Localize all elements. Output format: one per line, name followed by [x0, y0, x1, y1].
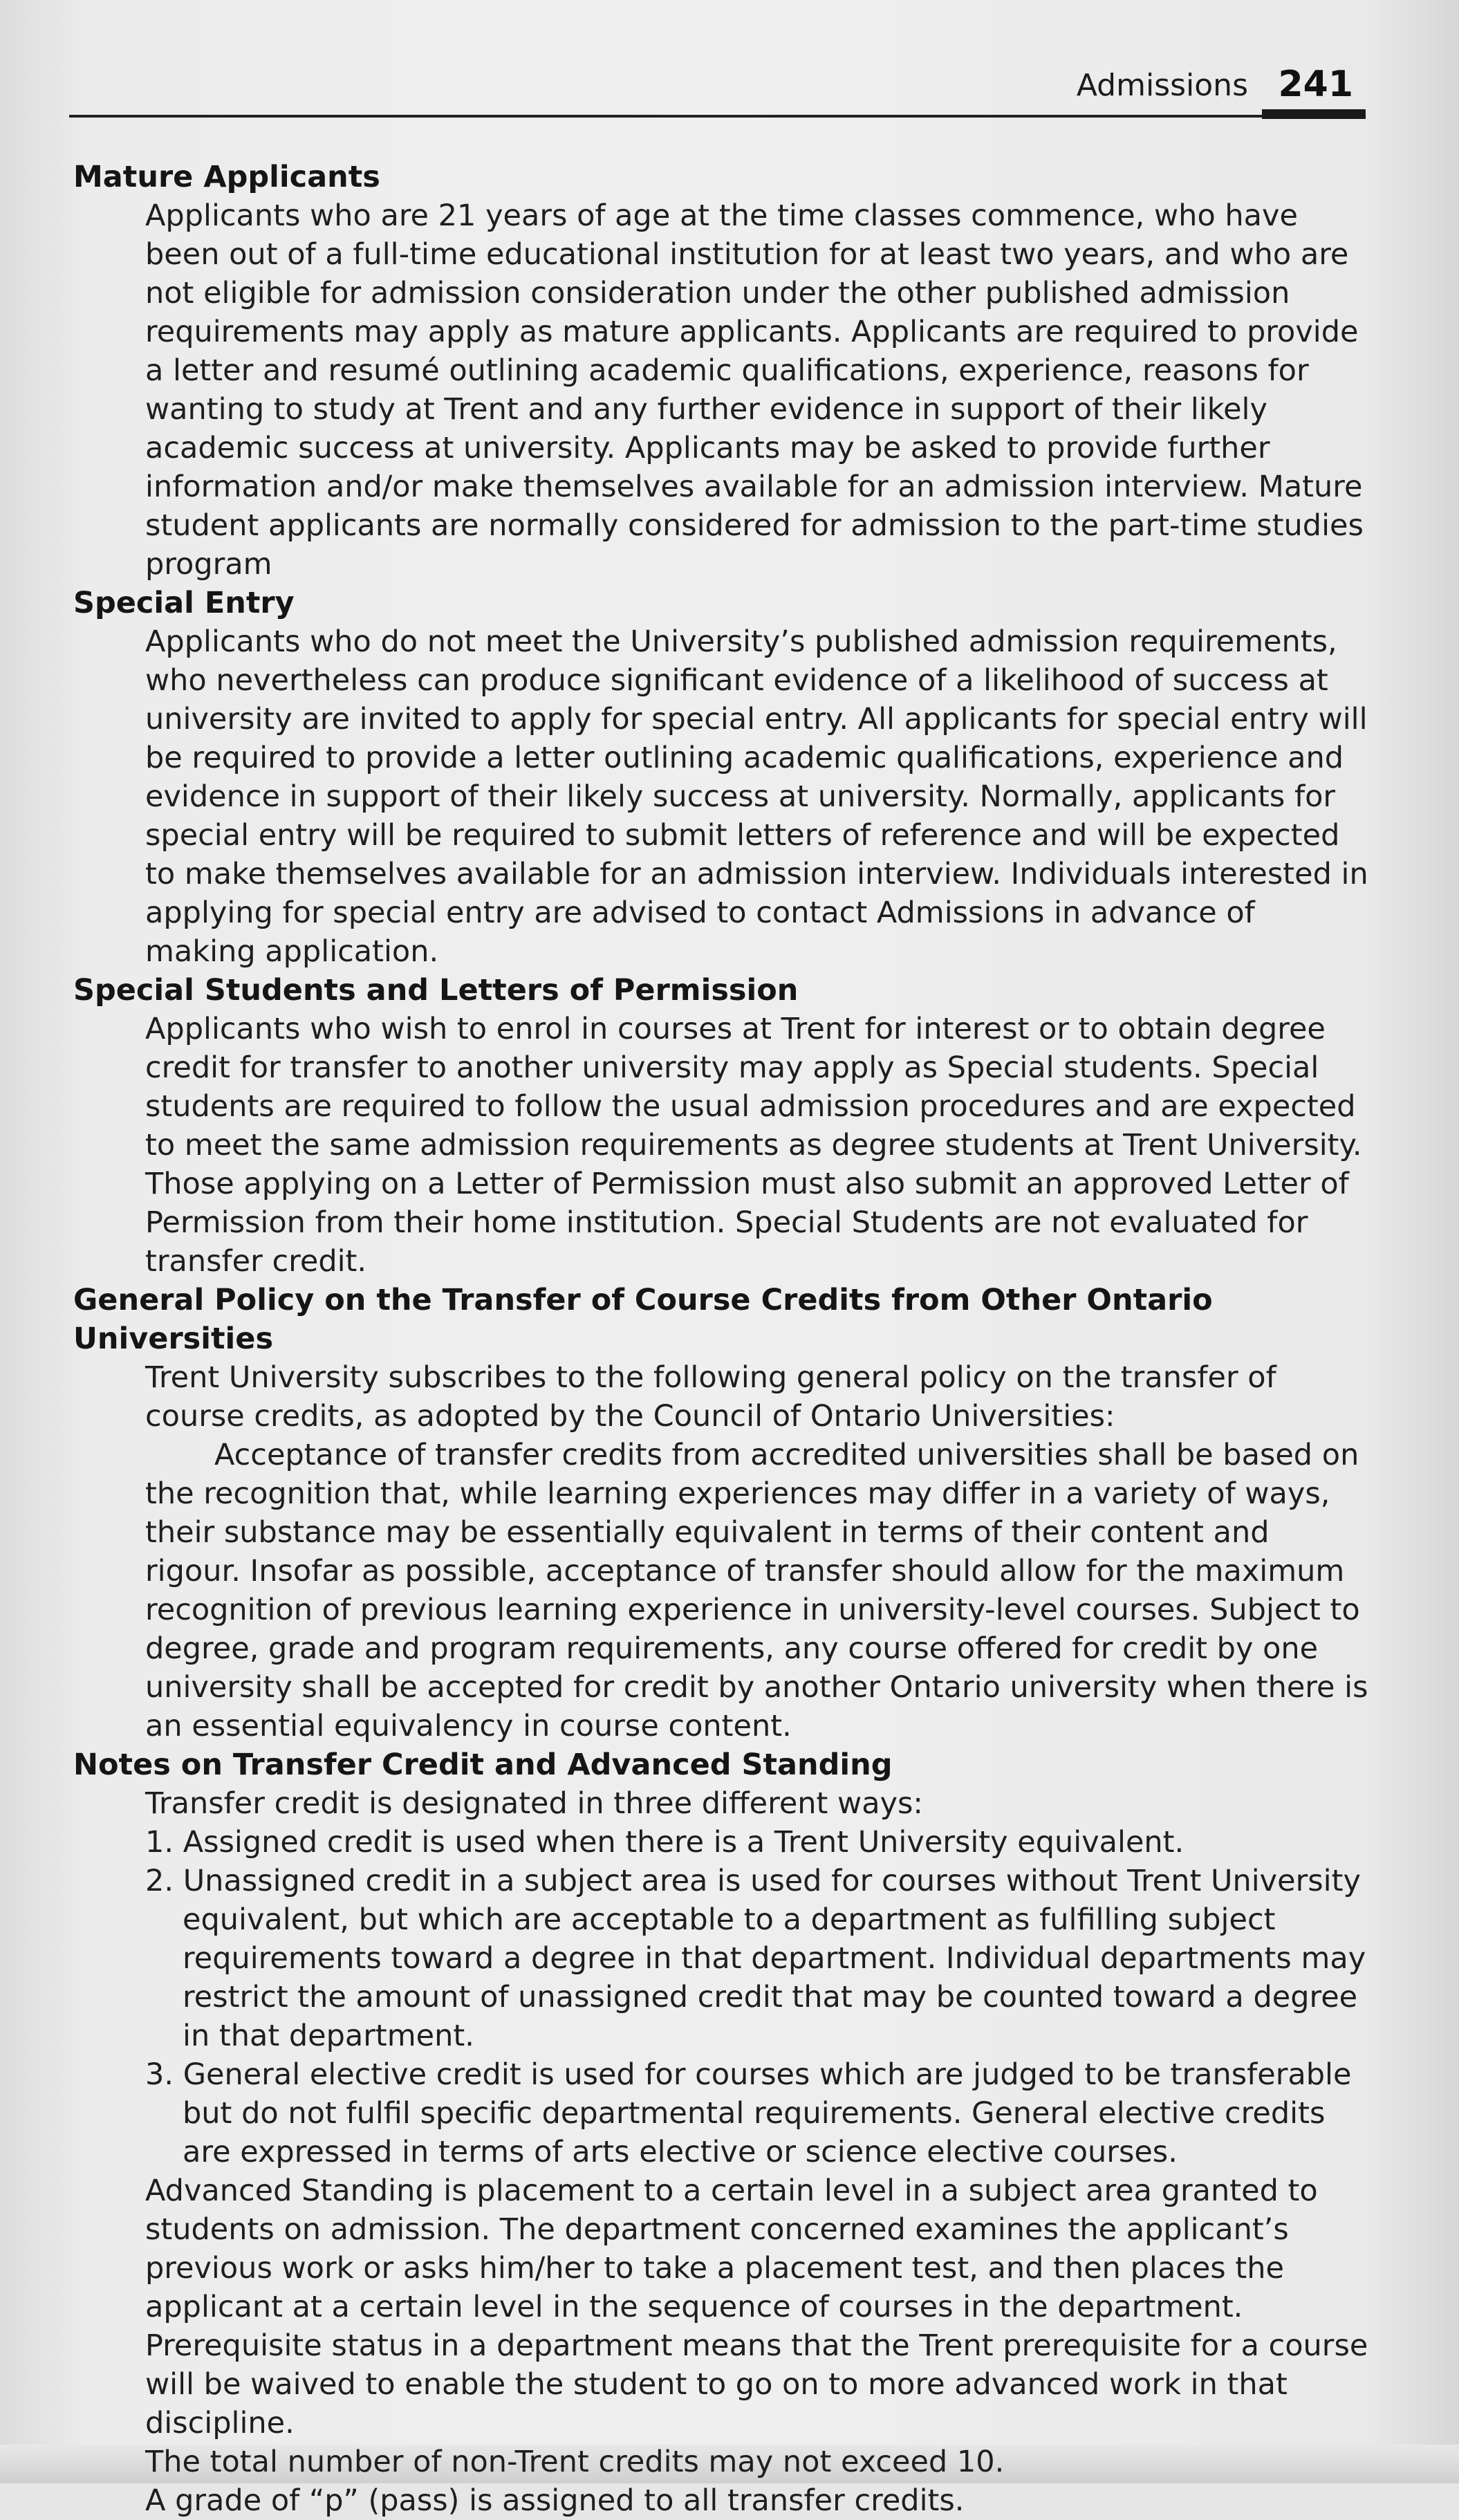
section-heading: Mature Applicants	[73, 160, 380, 194]
section-intro: Transfer credit is designated in three different ways:	[145, 1786, 923, 1821]
header-bar	[1262, 109, 1366, 119]
list-item: 1. Assigned credit is used when there is a Trent University equivalent.	[145, 1825, 1184, 1860]
list-item: 2. Unassigned credit in a subject area is used for courses without Trent University equivalent, but which are acceptable to a department as fulfilling subject requirements toward a degree in that department. Individual departments may restrict the amount of unassigned credit that may be counted toward a degree in that department.	[145, 1864, 1366, 2053]
section-label: Admissions	[1076, 68, 1248, 103]
header-rule	[69, 115, 1362, 118]
section-heading: Notes on Transfer Credit and Advanced Standing	[73, 1748, 893, 1782]
section-notes-transfer-credit	[73, 1745, 1373, 2520]
section-special-entry	[73, 584, 1373, 971]
section-heading: Special Entry	[73, 586, 295, 620]
grade-text: A grade of “p” (pass) is assigned to all transfer credits.	[145, 2483, 965, 2518]
section-text: Applicants who are 21 years of age at the time classes commence, who have been out of a full-time educational institution for at least two years, and who are not eligible for admission consideration under the other published admission requirements may apply as mature applicants. Applicants are required to provide a letter and resumé outlining academic qualifications, experience, reasons for wanting to study at Trent and any further evidence in support of their likely academic success at university. Applicants may be asked to provide further information and/or make themselves available for an admission interview. Mature student applicants are normally considered for admission to the part-time studies program	[145, 198, 1364, 582]
section-text: Applicants who wish to enrol in courses at Trent for interest or to obtain degree credit for transfer to another university may apply as Special students. Special students are required to follow the usual admission procedures and are expected to meet the same admission requirements as degree students at Trent University. Those applying on a Letter of Permission must also submit an approved Letter of Permission from their home institution. Special Students are not evaluated for transfer credit.	[145, 1012, 1362, 1279]
section-heading: General Policy on the Transfer of Course Credits from Other Ontario Universities	[73, 1283, 1213, 1356]
credit-type-list	[145, 1823, 1373, 2171]
section-mature-applicants	[73, 158, 1373, 584]
section-text: Applicants who do not meet the University’s published admission requirements, who nevertheless can produce significant evidence of a likelihood of success at university are invited to apply for special entry. All applicants for special entry will be required to provide a letter outlining academic qualifications, experience and evidence in support of their likely success at university. Normally, applicants for special entry will be required to submit letters of reference and will be expected to make themselves available for an admission interview. Individuals interested in applying for special entry are advised to contact Admissions in advance of making application.	[145, 624, 1368, 969]
list-item: 3. General elective credit is used for courses which are judged to be transferable but do not fulfil specific departmental requirements. General elective credits are expressed in terms of arts elective or science elective courses.	[145, 2057, 1352, 2169]
credit-limit-text: The total number of non-Trent credits may not exceed 10.	[145, 2445, 1005, 2479]
running-header	[69, 61, 1366, 137]
section-intro: Trent University subscribes to the following general policy on the transfer of course credits, as adopted by the Council of Ontario Universities:	[145, 1360, 1276, 1434]
page-number: 241	[1278, 64, 1353, 105]
section-special-students	[73, 971, 1373, 1281]
page-content	[73, 158, 1373, 2520]
section-heading: Special Students and Letters of Permission	[73, 973, 799, 1008]
policy-quote: Acceptance of transfer credits from accredited universities shall be based on the recognition that, while learning experiences may differ in a variety of ways, their substance may be essentially equivalent in terms of their content and rigour. Insofar as possible, acceptance of transfer should allow for the maximum recognition of previous learning experience in university-level courses. Subject to degree, grade and program requirements, any course offered for credit by one university shall be accepted for credit by another Ontario university when there is an essential equivalency in course content.	[145, 1438, 1368, 1743]
advanced-standing-text: Advanced Standing is placement to a certain level in a subject area granted to students on admission. The department concerned examines the applicant’s previous work or asks him/her to take a placement test, and then places the applicant at a certain level in the sequence of courses in the department. Prerequisite status in a department means that the Trent prerequisite for a course will be waived to enable the student to go on to more advanced work in that discipline.	[145, 2174, 1368, 2440]
section-general-policy	[73, 1281, 1373, 1745]
